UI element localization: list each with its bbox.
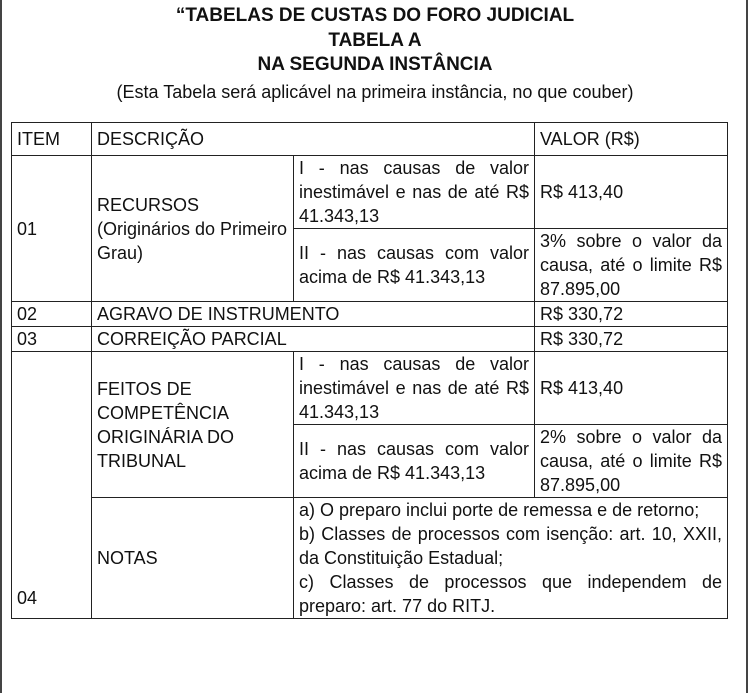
nota-c: c) Classes de processos que independem de preparo: art. 77 do RITJ. xyxy=(299,572,723,616)
row04-sub2-desc: II - nas causas com valor acima de R$ 41.343,13 xyxy=(294,425,535,498)
row01-descricao: RECURSOS (Originários do Primeiro Grau) xyxy=(92,156,294,302)
header-item: ITEM xyxy=(12,123,92,156)
row01-sub2-desc: II - nas causas com valor acima de R$ 41.343,13 xyxy=(294,229,535,302)
row04-sub1-desc: I - nas causas de valor inestimável e nas de até R$ 41.343,13 xyxy=(294,352,535,425)
table-row-01a xyxy=(12,156,728,229)
table-row-04-notas xyxy=(12,498,728,619)
row04-notas-label: NOTAS xyxy=(92,498,294,619)
row02-item: 02 xyxy=(12,302,92,327)
row02-descricao: AGRAVO DE INSTRUMENTO xyxy=(92,302,535,327)
table-row-02 xyxy=(12,302,728,327)
row01-sub1-desc: I - nas causas de valor inestimável e nas de até R$ 41.343,13 xyxy=(294,156,535,229)
row04-notas xyxy=(294,498,728,619)
row01-sub1-valor: R$ 413,40 xyxy=(535,156,728,229)
row02-valor: R$ 330,72 xyxy=(535,302,728,327)
row04-item: 04 xyxy=(12,352,92,619)
row04-sub2-valor: 2% sobre o valor da causa, até o limite R$ 87.895,00 xyxy=(535,425,728,498)
custas-table xyxy=(11,122,728,619)
table-header-row xyxy=(12,123,728,156)
row01-sub2-valor: 3% sobre o valor da causa, até o limite R$ 87.895,00 xyxy=(535,229,728,302)
row04-sub1-valor: R$ 413,40 xyxy=(535,352,728,425)
instance-title: NA SEGUNDA INSTÂNCIA xyxy=(257,54,493,75)
row03-descricao: CORREIÇÃO PARCIAL xyxy=(92,327,535,352)
row03-valor: R$ 330,72 xyxy=(535,327,728,352)
table-name: TABELA A xyxy=(328,30,422,51)
document-subtitle: (Esta Tabela será aplicável na primeira instância, no que couber) xyxy=(116,82,634,102)
table-row-04a xyxy=(12,352,728,425)
table-row-03 xyxy=(12,327,728,352)
header-valor: VALOR (R$) xyxy=(535,123,728,156)
nota-b: b) Classes de processos com isenção: art. 10, XXII, da Constituição Estadual; xyxy=(299,524,723,568)
row03-item: 03 xyxy=(12,327,92,352)
header-descricao: DESCRIÇÃO xyxy=(92,123,535,156)
row04-descricao: FEITOS DE COMPETÊNCIA ORIGINÁRIA DO TRIBUNAL xyxy=(92,352,294,498)
document-title: “TABELAS DE CUSTAS DO FORO JUDICIAL xyxy=(175,5,575,26)
nota-a: a) O preparo inclui porte de remessa e de retorno; xyxy=(299,500,700,520)
row01-item: 01 xyxy=(12,156,92,302)
